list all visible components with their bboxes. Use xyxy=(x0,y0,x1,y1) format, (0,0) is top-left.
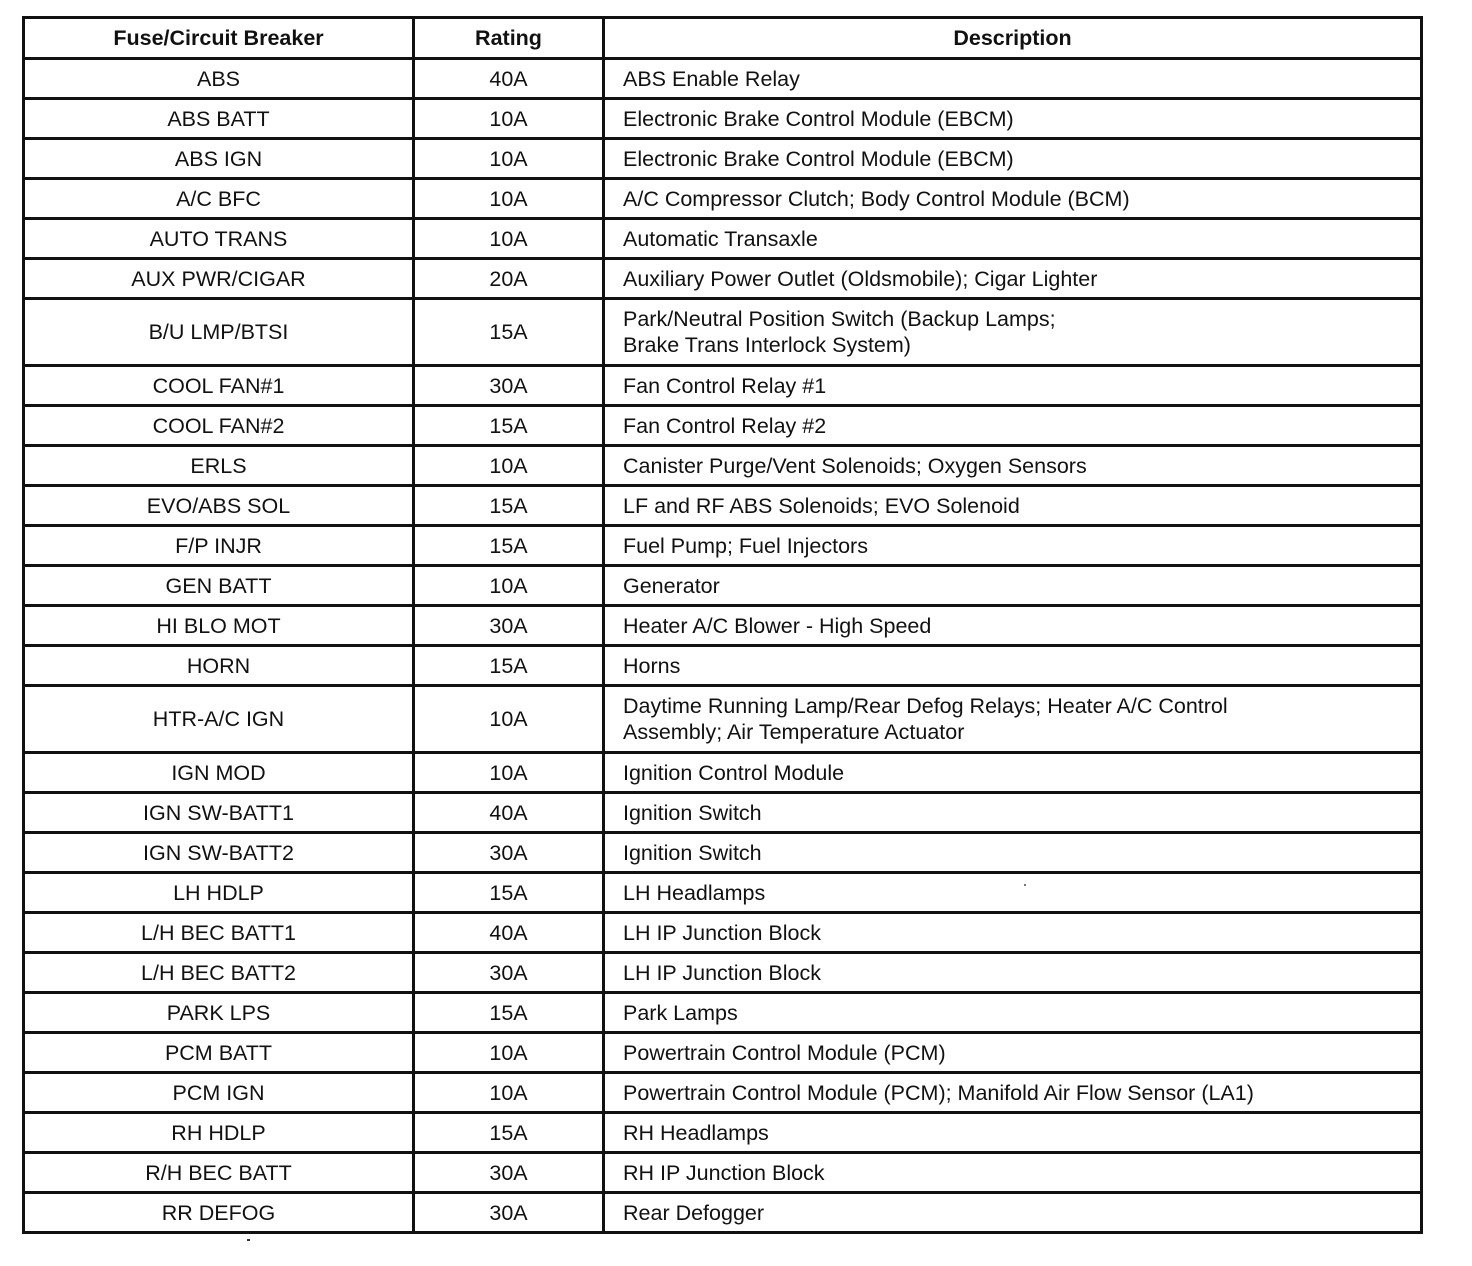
fuse-name-cell: PCM BATT xyxy=(24,1033,414,1073)
rating-cell: 30A xyxy=(414,606,604,646)
rating-cell: 15A xyxy=(414,299,604,366)
rating-cell: 10A xyxy=(414,99,604,139)
table-row xyxy=(24,366,1422,406)
description-line: Ignition Switch xyxy=(623,840,762,865)
description-line: Electronic Brake Control Module (EBCM) xyxy=(623,106,1014,131)
table-row xyxy=(24,446,1422,486)
header-fuse: Fuse/Circuit Breaker xyxy=(24,18,414,59)
table-row xyxy=(24,299,1422,366)
description-cell xyxy=(604,1073,1422,1113)
description-cell xyxy=(604,406,1422,446)
description-cell xyxy=(604,1153,1422,1193)
rating-cell: 10A xyxy=(414,219,604,259)
description-line: Powertrain Control Module (PCM); Manifold Air Flow Sensor (LA1) xyxy=(623,1080,1254,1105)
table-row xyxy=(24,1033,1422,1073)
description-cell xyxy=(604,686,1422,753)
table-row xyxy=(24,1073,1422,1113)
description-line: Park/Neutral Position Switch (Backup Lamps; xyxy=(623,307,1056,331)
description-line: Horns xyxy=(623,653,681,678)
table-row xyxy=(24,686,1422,753)
description-line: LH IP Junction Block xyxy=(623,920,821,945)
description-cell xyxy=(604,99,1422,139)
fuse-name-cell: ABS BATT xyxy=(24,99,414,139)
description-line: RH IP Junction Block xyxy=(623,1160,825,1185)
table-row xyxy=(24,793,1422,833)
description-cell xyxy=(604,913,1422,953)
rating-cell: 15A xyxy=(414,646,604,686)
fuse-name-cell: PCM IGN xyxy=(24,1073,414,1113)
description-cell xyxy=(604,219,1422,259)
description-line: Ignition Switch xyxy=(623,800,762,825)
fuse-chart xyxy=(22,16,1420,1234)
description-line: Ignition Control Module xyxy=(623,760,845,785)
description-cell xyxy=(604,953,1422,993)
description-cell xyxy=(604,59,1422,99)
table-row xyxy=(24,99,1422,139)
rating-cell: 30A xyxy=(414,1193,604,1233)
description-line: ABS Enable Relay xyxy=(623,66,800,91)
fuse-name-cell: PARK LPS xyxy=(24,993,414,1033)
fuse-name-cell: IGN SW-BATT2 xyxy=(24,833,414,873)
description-line: Assembly; Air Temperature Actuator xyxy=(623,720,965,744)
rating-cell: 15A xyxy=(414,406,604,446)
description-cell xyxy=(604,139,1422,179)
rating-cell: 15A xyxy=(414,486,604,526)
description-cell xyxy=(604,446,1422,486)
table-row xyxy=(24,1153,1422,1193)
rating-cell: 15A xyxy=(414,1113,604,1153)
rating-cell: 10A xyxy=(414,1073,604,1113)
description-cell xyxy=(604,993,1422,1033)
table-row xyxy=(24,873,1422,913)
fuse-name-cell: HTR-A/C IGN xyxy=(24,686,414,753)
fuse-name-cell: GEN BATT xyxy=(24,566,414,606)
description-line: Generator xyxy=(623,573,720,598)
scan-speck xyxy=(1024,884,1026,886)
rating-cell: 10A xyxy=(414,686,604,753)
scan-speck xyxy=(247,1239,250,1241)
table-row xyxy=(24,646,1422,686)
table-row xyxy=(24,913,1422,953)
description-line: Heater A/C Blower - High Speed xyxy=(623,613,932,638)
description-line: RH Headlamps xyxy=(623,1120,769,1145)
header-rating: Rating xyxy=(414,18,604,59)
fuse-name-cell: COOL FAN#2 xyxy=(24,406,414,446)
description-cell xyxy=(604,646,1422,686)
description-line: Electronic Brake Control Module (EBCM) xyxy=(623,146,1014,171)
description-cell xyxy=(604,1033,1422,1073)
header-row xyxy=(24,18,1422,59)
table-row xyxy=(24,59,1422,99)
description-line: Daytime Running Lamp/Rear Defog Relays; Heater A/C Control xyxy=(623,694,1228,718)
rating-cell: 15A xyxy=(414,993,604,1033)
description-cell xyxy=(604,566,1422,606)
fuse-name-cell: RR DEFOG xyxy=(24,1193,414,1233)
rating-cell: 10A xyxy=(414,179,604,219)
table-row xyxy=(24,753,1422,793)
rating-cell: 30A xyxy=(414,366,604,406)
fuse-name-cell: AUTO TRANS xyxy=(24,219,414,259)
description-cell xyxy=(604,606,1422,646)
description-line: Park Lamps xyxy=(623,1000,738,1025)
description-line: LH Headlamps xyxy=(623,880,766,905)
description-line: Fan Control Relay #1 xyxy=(623,373,827,398)
description-line: Automatic Transaxle xyxy=(623,226,818,251)
description-line: Rear Defogger xyxy=(623,1200,765,1225)
fuse-name-cell: R/H BEC BATT xyxy=(24,1153,414,1193)
fuse-name-cell: A/C BFC xyxy=(24,179,414,219)
table-row xyxy=(24,259,1422,299)
rating-cell: 15A xyxy=(414,873,604,913)
description-cell xyxy=(604,833,1422,873)
description-line: Powertrain Control Module (PCM) xyxy=(623,1040,946,1065)
description-cell xyxy=(604,366,1422,406)
description-cell xyxy=(604,793,1422,833)
table-row xyxy=(24,1193,1422,1233)
description-line: LH IP Junction Block xyxy=(623,960,821,985)
rating-cell: 40A xyxy=(414,59,604,99)
fuse-table xyxy=(22,16,1423,1234)
rating-cell: 30A xyxy=(414,1153,604,1193)
fuse-name-cell: RH HDLP xyxy=(24,1113,414,1153)
rating-cell: 10A xyxy=(414,566,604,606)
fuse-name-cell: ERLS xyxy=(24,446,414,486)
fuse-name-cell: IGN SW-BATT1 xyxy=(24,793,414,833)
description-line: A/C Compressor Clutch; Body Control Module (BCM) xyxy=(623,186,1130,211)
description-cell xyxy=(604,1193,1422,1233)
rating-cell: 15A xyxy=(414,526,604,566)
table-row xyxy=(24,486,1422,526)
table-row xyxy=(24,139,1422,179)
rating-cell: 40A xyxy=(414,913,604,953)
fuse-name-cell: ABS xyxy=(24,59,414,99)
table-row xyxy=(24,953,1422,993)
description-cell xyxy=(604,486,1422,526)
fuse-name-cell: HORN xyxy=(24,646,414,686)
table-row xyxy=(24,1113,1422,1153)
table-row xyxy=(24,526,1422,566)
description-cell xyxy=(604,1113,1422,1153)
rating-cell: 10A xyxy=(414,753,604,793)
table-row xyxy=(24,219,1422,259)
fuse-name-cell: L/H BEC BATT2 xyxy=(24,953,414,993)
description-cell xyxy=(604,259,1422,299)
rating-cell: 10A xyxy=(414,139,604,179)
fuse-name-cell: F/P INJR xyxy=(24,526,414,566)
fuse-name-cell: IGN MOD xyxy=(24,753,414,793)
fuse-name-cell: HI BLO MOT xyxy=(24,606,414,646)
rating-cell: 30A xyxy=(414,953,604,993)
description-cell xyxy=(604,873,1422,913)
description-line: Brake Trans Interlock System) xyxy=(623,333,911,357)
fuse-name-cell: B/U LMP/BTSI xyxy=(24,299,414,366)
rating-cell: 40A xyxy=(414,793,604,833)
fuse-name-cell: L/H BEC BATT1 xyxy=(24,913,414,953)
description-line: LF and RF ABS Solenoids; EVO Solenoid xyxy=(623,493,1020,518)
rating-cell: 20A xyxy=(414,259,604,299)
table-row xyxy=(24,406,1422,446)
rating-cell: 30A xyxy=(414,833,604,873)
description-line: Canister Purge/Vent Solenoids; Oxygen Sensors xyxy=(623,453,1087,478)
description-line: Auxiliary Power Outlet (Oldsmobile); Cigar Lighter xyxy=(623,266,1098,291)
description-cell xyxy=(604,299,1422,366)
description-cell xyxy=(604,526,1422,566)
header-description: Description xyxy=(604,18,1422,59)
rating-cell: 10A xyxy=(414,1033,604,1073)
fuse-name-cell: AUX PWR/CIGAR xyxy=(24,259,414,299)
table-row xyxy=(24,566,1422,606)
table-row xyxy=(24,833,1422,873)
description-cell xyxy=(604,179,1422,219)
table-row xyxy=(24,993,1422,1033)
fuse-name-cell: ABS IGN xyxy=(24,139,414,179)
description-line: Fan Control Relay #2 xyxy=(623,413,827,438)
table-row xyxy=(24,179,1422,219)
fuse-name-cell: COOL FAN#1 xyxy=(24,366,414,406)
table-row xyxy=(24,606,1422,646)
fuse-name-cell: LH HDLP xyxy=(24,873,414,913)
description-line: Fuel Pump; Fuel Injectors xyxy=(623,533,868,558)
rating-cell: 10A xyxy=(414,446,604,486)
table-body xyxy=(24,59,1422,1233)
fuse-name-cell: EVO/ABS SOL xyxy=(24,486,414,526)
description-cell xyxy=(604,753,1422,793)
